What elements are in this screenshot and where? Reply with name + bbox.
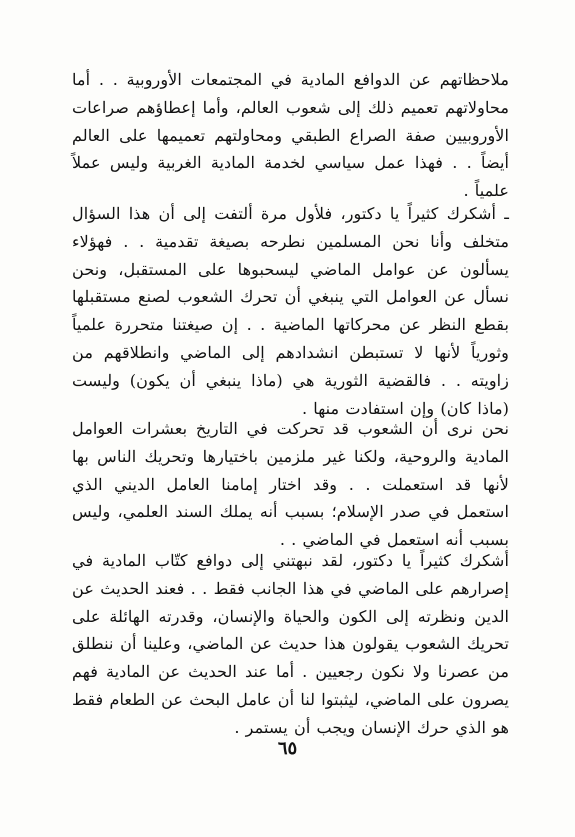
page-number: ٦٥ — [277, 738, 298, 759]
paragraph-3: نحن نرى أن الشعوب قد تحركت في التاريخ بعشرات العوامل المادية والروحية، ولكنا غير ملزمين باختيارها وتحريك الناس بها لأنها قد استعملت . . وقد اختار إمامنا العامل الديني الذي استعمل في صدر الإسلام؛ بسبب أنه يملك السند العلمي، وليس بسبب أنه استعمل في الماضي . . — [72, 419, 509, 550]
paragraph-2: ـ أشكرك كثيراً يا دكتور، فلأول مرة ألتفت إلى أن هذا السؤال متخلف وأنا نحن المسلمين نطرحه بصيغة تقدمية . . فهؤلاء يسألون عن عوامل الماضي ليسحبوها على المستقبل، ونحن نسأل عن العوامل التي ينبغي أن تحرك الشعوب لصنع مستقبلها بقطع النظر عن محركاتها الماضية . . إن صيغتنا متحررة علمياً وثورياً لأنها لا تستبطن انشدادهم إلى الماضي وانطلاقهم من زاويته . . فالقضية الثورية هي (ماذا ينبغي أن يكون) وليست (ماذا كان) وإن استفادت منها . — [72, 204, 509, 418]
paragraph-1: ملاحظاتهم عن الدوافع المادية في المجتمعات الأوروبية . . أما محاولاتهم تعميم ذلك إلى شعوب العالم، وأما إعطاؤهم صراعات الأوروبيين صفة الصراع الطبقي ومحاولتهم تعميمها على العالم أيضاً . . فهذا عمل سياسي لخدمة المادية الغربية وليس عملاً علمياً . — [72, 70, 509, 201]
paragraph-4: أشكرك كثيراً يا دكتور، لقد نبهتني إلى دوافع كتّاب المادية في إصرارهم على الماضي في هذا الجانب فقط . . فعند الحديث عن الدين ونظرته إلى الكون والحياة والإنسان، وقدرته الهائلة على تحريك الشعوب يقولون هذا حديث عن الماضي، وعلينا أن ننطلق من عصرنا ولا نكون رجعيين . أما عند الحديث عن المادية فهم يصرون على الماضي، ليثبتوا لنا أن عامل البحث عن الطعام فقط هو الذي حرك الإنسان ويجب أن يستمر . — [72, 551, 509, 737]
